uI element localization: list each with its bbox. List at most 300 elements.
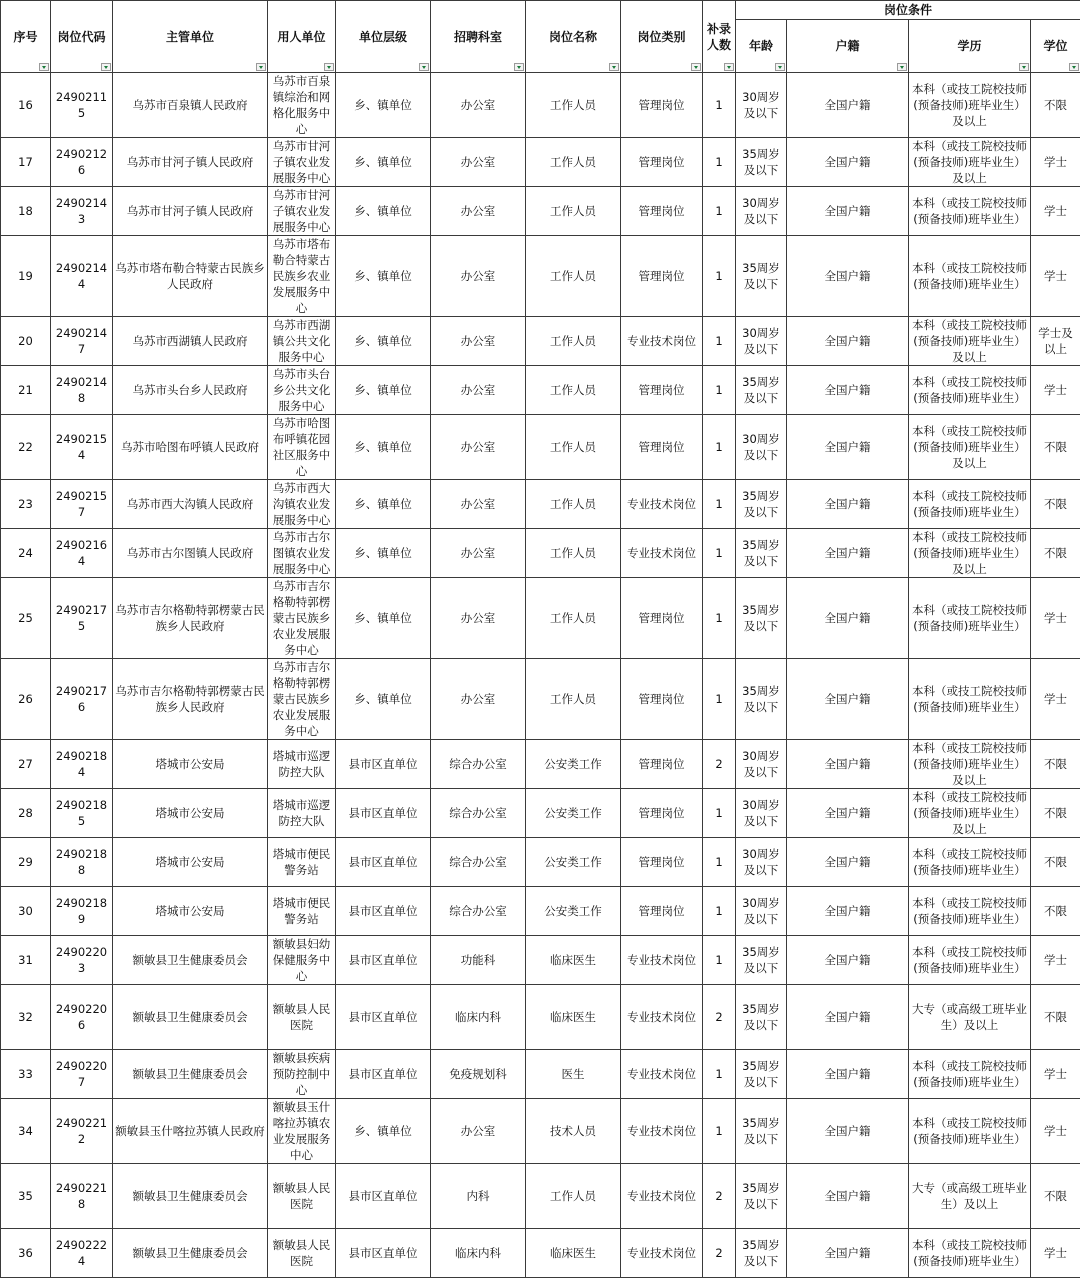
- filter-dropdown-icon[interactable]: [419, 63, 429, 71]
- cell-code[interactable]: 24902188: [51, 838, 113, 887]
- cell-section[interactable]: 功能科: [431, 936, 526, 985]
- cell-count[interactable]: 2: [703, 985, 736, 1050]
- cell-hukou[interactable]: 全国户籍: [787, 415, 909, 480]
- cell-education[interactable]: 本科（或技工院校技师(预备技师)班毕业生）及以上: [909, 529, 1031, 578]
- cell-category[interactable]: 管理岗位: [621, 366, 703, 415]
- cell-hukou[interactable]: 全国户籍: [787, 1050, 909, 1099]
- cell-education[interactable]: 本科（或技工院校技师(预备技师)班毕业生）: [909, 236, 1031, 317]
- cell-post[interactable]: 公安类工作: [526, 838, 621, 887]
- cell-category[interactable]: 专业技术岗位: [621, 1229, 703, 1278]
- table-row: [1, 415, 1080, 480]
- cell-level[interactable]: 县市区直单位: [336, 1164, 431, 1229]
- cell-code[interactable]: 24902189: [51, 887, 113, 936]
- cell-post[interactable]: 工作人员: [526, 317, 621, 366]
- cell-age[interactable]: 30周岁及以下: [736, 317, 787, 366]
- cell-seq[interactable]: 30: [1, 887, 51, 936]
- cell-code[interactable]: 24902148: [51, 366, 113, 415]
- cell-seq[interactable]: 21: [1, 366, 51, 415]
- cell-education[interactable]: 本科（或技工院校技师(预备技师)班毕业生）及以上: [909, 789, 1031, 838]
- cell-level[interactable]: 乡、镇单位: [336, 1099, 431, 1164]
- cell-seq[interactable]: 26: [1, 659, 51, 740]
- table-row: [1, 187, 1080, 236]
- cell-employer[interactable]: 额敏县玉什喀拉苏镇农业发展服务中心: [268, 1099, 336, 1164]
- cell-level[interactable]: 乡、镇单位: [336, 236, 431, 317]
- cell-dept[interactable]: 乌苏市头台乡人民政府: [113, 366, 268, 415]
- cell-hukou[interactable]: 全国户籍: [787, 1099, 909, 1164]
- cell-employer[interactable]: 额敏县人民医院: [268, 985, 336, 1050]
- cell-code[interactable]: 24902157: [51, 480, 113, 529]
- cell-employer[interactable]: 乌苏市哈图布呼镇花园社区服务中心: [268, 415, 336, 480]
- cell-hukou[interactable]: 全国户籍: [787, 317, 909, 366]
- filter-dropdown-icon[interactable]: [609, 63, 619, 71]
- cell-degree[interactable]: 不限: [1031, 480, 1080, 529]
- cell-age[interactable]: 35周岁及以下: [736, 236, 787, 317]
- cell-dept[interactable]: 乌苏市吉尔格勒特郭楞蒙古民族乡人民政府: [113, 578, 268, 659]
- cell-hukou[interactable]: 全国户籍: [787, 659, 909, 740]
- cell-section[interactable]: 办公室: [431, 366, 526, 415]
- cell-dept[interactable]: 乌苏市甘河子镇人民政府: [113, 187, 268, 236]
- cell-category[interactable]: 专业技术岗位: [621, 1099, 703, 1164]
- cell-education[interactable]: 本科（或技工院校技师(预备技师)班毕业生）及以上: [909, 740, 1031, 789]
- cell-section[interactable]: 办公室: [431, 236, 526, 317]
- cell-degree[interactable]: 学士: [1031, 138, 1080, 187]
- table-row: [1, 73, 1080, 138]
- cell-seq[interactable]: 19: [1, 236, 51, 317]
- cell-age[interactable]: 35周岁及以下: [736, 936, 787, 985]
- cell-seq[interactable]: 27: [1, 740, 51, 789]
- cell-level[interactable]: 乡、镇单位: [336, 578, 431, 659]
- table-row: [1, 838, 1080, 887]
- cell-degree[interactable]: 学士: [1031, 1050, 1080, 1099]
- cell-degree[interactable]: 不限: [1031, 887, 1080, 936]
- cell-age[interactable]: 30周岁及以下: [736, 187, 787, 236]
- cell-degree[interactable]: 不限: [1031, 740, 1080, 789]
- cell-hukou[interactable]: 全国户籍: [787, 480, 909, 529]
- cell-age[interactable]: 30周岁及以下: [736, 415, 787, 480]
- cell-employer[interactable]: 乌苏市古尔图镇农业发展服务中心: [268, 529, 336, 578]
- cell-education[interactable]: 大专（或高级工班毕业生）及以上: [909, 985, 1031, 1050]
- cell-dept[interactable]: 乌苏市塔布勒合特蒙古民族乡人民政府: [113, 236, 268, 317]
- cell-dept[interactable]: 额敏县玉什喀拉苏镇人民政府: [113, 1099, 268, 1164]
- cell-employer[interactable]: 额敏县疾病预防控制中心: [268, 1050, 336, 1099]
- filter-dropdown-icon[interactable]: [724, 63, 734, 71]
- header-conditions-group: 岗位条件: [736, 1, 1080, 20]
- cell-count[interactable]: 1: [703, 415, 736, 480]
- cell-section[interactable]: 办公室: [431, 578, 526, 659]
- cell-degree[interactable]: 不限: [1031, 985, 1080, 1050]
- cell-dept[interactable]: 塔城市公安局: [113, 838, 268, 887]
- cell-age[interactable]: 35周岁及以下: [736, 985, 787, 1050]
- filter-dropdown-icon[interactable]: [775, 63, 785, 71]
- cell-dept[interactable]: 额敏县卫生健康委员会: [113, 1164, 268, 1229]
- filter-dropdown-icon[interactable]: [897, 63, 907, 71]
- cell-education[interactable]: 大专（或高级工班毕业生）及以上: [909, 1164, 1031, 1229]
- cell-degree[interactable]: 学士: [1031, 1099, 1080, 1164]
- cell-dept[interactable]: 乌苏市西大沟镇人民政府: [113, 480, 268, 529]
- cell-section[interactable]: 综合办公室: [431, 887, 526, 936]
- cell-hukou[interactable]: 全国户籍: [787, 138, 909, 187]
- cell-seq[interactable]: 31: [1, 936, 51, 985]
- cell-seq[interactable]: 34: [1, 1099, 51, 1164]
- cell-category[interactable]: 专业技术岗位: [621, 529, 703, 578]
- cell-seq[interactable]: 16: [1, 73, 51, 138]
- cell-age[interactable]: 30周岁及以下: [736, 740, 787, 789]
- cell-count[interactable]: 1: [703, 480, 736, 529]
- cell-level[interactable]: 乡、镇单位: [336, 659, 431, 740]
- cell-category[interactable]: 专业技术岗位: [621, 936, 703, 985]
- cell-age[interactable]: 30周岁及以下: [736, 73, 787, 138]
- cell-post[interactable]: 技术人员: [526, 1099, 621, 1164]
- cell-section[interactable]: 办公室: [431, 187, 526, 236]
- table-row: [1, 659, 1080, 740]
- cell-post[interactable]: 工作人员: [526, 366, 621, 415]
- cell-dept[interactable]: 额敏县卫生健康委员会: [113, 985, 268, 1050]
- cell-level[interactable]: 乡、镇单位: [336, 138, 431, 187]
- cell-post[interactable]: 公安类工作: [526, 740, 621, 789]
- cell-degree[interactable]: 不限: [1031, 73, 1080, 138]
- cell-post[interactable]: 工作人员: [526, 578, 621, 659]
- cell-code[interactable]: 24902185: [51, 789, 113, 838]
- cell-code[interactable]: 24902203: [51, 936, 113, 985]
- cell-education[interactable]: 本科（或技工院校技师(预备技师)班毕业生）及以上: [909, 317, 1031, 366]
- filter-dropdown-icon[interactable]: [1019, 63, 1029, 71]
- cell-degree[interactable]: 学士: [1031, 578, 1080, 659]
- cell-employer[interactable]: 额敏县人民医院: [268, 1229, 336, 1278]
- cell-code[interactable]: 24902212: [51, 1099, 113, 1164]
- cell-category[interactable]: 管理岗位: [621, 73, 703, 138]
- cell-hukou[interactable]: 全国户籍: [787, 1229, 909, 1278]
- cell-education[interactable]: 本科（或技工院校技师(预备技师)班毕业生）: [909, 187, 1031, 236]
- cell-category[interactable]: 管理岗位: [621, 740, 703, 789]
- cell-age[interactable]: 35周岁及以下: [736, 578, 787, 659]
- cell-degree[interactable]: 不限: [1031, 838, 1080, 887]
- cell-code[interactable]: 24902218: [51, 1164, 113, 1229]
- cell-level[interactable]: 乡、镇单位: [336, 480, 431, 529]
- table-row: [1, 1164, 1080, 1229]
- cell-code[interactable]: 24902115: [51, 73, 113, 138]
- cell-degree[interactable]: 学士: [1031, 936, 1080, 985]
- cell-level[interactable]: 县市区直单位: [336, 985, 431, 1050]
- cell-level[interactable]: 县市区直单位: [336, 1050, 431, 1099]
- cell-count[interactable]: 1: [703, 936, 736, 985]
- cell-count[interactable]: 1: [703, 529, 736, 578]
- cell-post[interactable]: 工作人员: [526, 138, 621, 187]
- cell-post[interactable]: 工作人员: [526, 1164, 621, 1229]
- cell-hukou[interactable]: 全国户籍: [787, 936, 909, 985]
- cell-hukou[interactable]: 全国户籍: [787, 578, 909, 659]
- cell-hukou[interactable]: 全国户籍: [787, 236, 909, 317]
- cell-hukou[interactable]: 全国户籍: [787, 985, 909, 1050]
- cell-section[interactable]: 办公室: [431, 529, 526, 578]
- cell-dept[interactable]: 乌苏市甘河子镇人民政府: [113, 138, 268, 187]
- cell-age[interactable]: 35周岁及以下: [736, 1229, 787, 1278]
- cell-age[interactable]: 35周岁及以下: [736, 480, 787, 529]
- cell-age[interactable]: 30周岁及以下: [736, 887, 787, 936]
- cell-post[interactable]: 临床医生: [526, 936, 621, 985]
- cell-count[interactable]: 1: [703, 73, 736, 138]
- cell-section[interactable]: 办公室: [431, 138, 526, 187]
- cell-category[interactable]: 管理岗位: [621, 659, 703, 740]
- cell-level[interactable]: 乡、镇单位: [336, 366, 431, 415]
- cell-employer[interactable]: 乌苏市西湖镇公共文化服务中心: [268, 317, 336, 366]
- cell-employer[interactable]: 额敏县人民医院: [268, 1164, 336, 1229]
- cell-post[interactable]: 公安类工作: [526, 789, 621, 838]
- cell-education[interactable]: 本科（或技工院校技师(预备技师)班毕业生）: [909, 1099, 1031, 1164]
- cell-education[interactable]: 本科（或技工院校技师(预备技师)班毕业生）及以上: [909, 415, 1031, 480]
- cell-hukou[interactable]: 全国户籍: [787, 187, 909, 236]
- cell-seq[interactable]: 33: [1, 1050, 51, 1099]
- cell-code[interactable]: 24902207: [51, 1050, 113, 1099]
- cell-dept[interactable]: 额敏县卫生健康委员会: [113, 1050, 268, 1099]
- cell-count[interactable]: 1: [703, 317, 736, 366]
- cell-employer[interactable]: 塔城市巡逻防控大队: [268, 740, 336, 789]
- cell-degree[interactable]: 不限: [1031, 415, 1080, 480]
- cell-count[interactable]: 1: [703, 887, 736, 936]
- cell-age[interactable]: 35周岁及以下: [736, 659, 787, 740]
- cell-level[interactable]: 县市区直单位: [336, 936, 431, 985]
- cell-post[interactable]: 临床医生: [526, 1229, 621, 1278]
- cell-section[interactable]: 办公室: [431, 73, 526, 138]
- cell-seq[interactable]: 17: [1, 138, 51, 187]
- cell-code[interactable]: 24902224: [51, 1229, 113, 1278]
- cell-employer[interactable]: 塔城市便民警务站: [268, 838, 336, 887]
- filter-dropdown-icon[interactable]: [39, 63, 49, 71]
- cell-hukou[interactable]: 全国户籍: [787, 789, 909, 838]
- cell-section[interactable]: 免疫规划科: [431, 1050, 526, 1099]
- cell-category[interactable]: 管理岗位: [621, 236, 703, 317]
- cell-seq[interactable]: 32: [1, 985, 51, 1050]
- cell-seq[interactable]: 22: [1, 415, 51, 480]
- cell-employer[interactable]: 塔城市便民警务站: [268, 887, 336, 936]
- cell-section[interactable]: 办公室: [431, 317, 526, 366]
- cell-dept[interactable]: 乌苏市古尔图镇人民政府: [113, 529, 268, 578]
- cell-code[interactable]: 24902126: [51, 138, 113, 187]
- cell-category[interactable]: 专业技术岗位: [621, 317, 703, 366]
- cell-education[interactable]: 本科（或技工院校技师(预备技师)班毕业生）: [909, 578, 1031, 659]
- cell-seq[interactable]: 23: [1, 480, 51, 529]
- cell-section[interactable]: 办公室: [431, 659, 526, 740]
- cell-employer[interactable]: 塔城市巡逻防控大队: [268, 789, 336, 838]
- cell-age[interactable]: 30周岁及以下: [736, 789, 787, 838]
- cell-dept[interactable]: 乌苏市西湖镇人民政府: [113, 317, 268, 366]
- cell-section[interactable]: 临床内科: [431, 1229, 526, 1278]
- cell-seq[interactable]: 24: [1, 529, 51, 578]
- cell-hukou[interactable]: 全国户籍: [787, 73, 909, 138]
- cell-code[interactable]: 24902184: [51, 740, 113, 789]
- cell-education[interactable]: 本科（或技工院校技师(预备技师)班毕业生）: [909, 936, 1031, 985]
- cell-education[interactable]: 本科（或技工院校技师(预备技师)班毕业生）: [909, 838, 1031, 887]
- cell-education[interactable]: 本科（或技工院校技师(预备技师)班毕业生）及以上: [909, 73, 1031, 138]
- cell-hukou[interactable]: 全国户籍: [787, 838, 909, 887]
- filter-dropdown-icon[interactable]: [691, 63, 701, 71]
- header-employer: 用人单位: [268, 1, 336, 73]
- cell-level[interactable]: 县市区直单位: [336, 740, 431, 789]
- cell-post[interactable]: 公安类工作: [526, 887, 621, 936]
- cell-category[interactable]: 管理岗位: [621, 789, 703, 838]
- cell-hukou[interactable]: 全国户籍: [787, 740, 909, 789]
- cell-education[interactable]: 本科（或技工院校技师(预备技师)班毕业生）: [909, 1229, 1031, 1278]
- cell-section[interactable]: 内科: [431, 1164, 526, 1229]
- cell-education[interactable]: 本科（或技工院校技师(预备技师)班毕业生）: [909, 480, 1031, 529]
- cell-dept[interactable]: 塔城市公安局: [113, 887, 268, 936]
- cell-employer[interactable]: 乌苏市头台乡公共文化服务中心: [268, 366, 336, 415]
- filter-dropdown-icon[interactable]: [256, 63, 266, 71]
- cell-level[interactable]: 县市区直单位: [336, 887, 431, 936]
- cell-post[interactable]: 工作人员: [526, 659, 621, 740]
- header-level: 单位层级: [336, 1, 431, 73]
- cell-category[interactable]: 管理岗位: [621, 838, 703, 887]
- cell-code[interactable]: 24902176: [51, 659, 113, 740]
- cell-education[interactable]: 本科（或技工院校技师(预备技师)班毕业生）: [909, 659, 1031, 740]
- cell-seq[interactable]: 29: [1, 838, 51, 887]
- cell-level[interactable]: 县市区直单位: [336, 1229, 431, 1278]
- cell-count[interactable]: 2: [703, 1229, 736, 1278]
- cell-employer[interactable]: 乌苏市甘河子镇农业发展服务中心: [268, 187, 336, 236]
- cell-employer[interactable]: 乌苏市吉尔格勒特郭楞蒙古民族乡农业发展服务中心: [268, 659, 336, 740]
- cell-count[interactable]: 2: [703, 740, 736, 789]
- cell-age[interactable]: 35周岁及以下: [736, 1164, 787, 1229]
- cell-age[interactable]: 30周岁及以下: [736, 838, 787, 887]
- cell-dept[interactable]: 塔城市公安局: [113, 740, 268, 789]
- cell-employer[interactable]: 乌苏市甘河子镇农业发展服务中心: [268, 138, 336, 187]
- cell-section[interactable]: 临床内科: [431, 985, 526, 1050]
- cell-category[interactable]: 专业技术岗位: [621, 480, 703, 529]
- cell-category[interactable]: 管理岗位: [621, 415, 703, 480]
- cell-post[interactable]: 工作人员: [526, 236, 621, 317]
- cell-count[interactable]: 1: [703, 1050, 736, 1099]
- cell-degree[interactable]: 学士: [1031, 236, 1080, 317]
- cell-age[interactable]: 35周岁及以下: [736, 138, 787, 187]
- cell-degree[interactable]: 不限: [1031, 789, 1080, 838]
- table-row: [1, 936, 1080, 985]
- cell-count[interactable]: 2: [703, 1164, 736, 1229]
- cell-dept[interactable]: 额敏县卫生健康委员会: [113, 936, 268, 985]
- cell-dept[interactable]: 乌苏市哈图布呼镇人民政府: [113, 415, 268, 480]
- cell-level[interactable]: 乡、镇单位: [336, 187, 431, 236]
- filter-dropdown-icon[interactable]: [101, 63, 111, 71]
- cell-dept[interactable]: 乌苏市吉尔格勒特郭楞蒙古民族乡人民政府: [113, 659, 268, 740]
- table-row: [1, 480, 1080, 529]
- cell-post[interactable]: 工作人员: [526, 415, 621, 480]
- cell-seq[interactable]: 25: [1, 578, 51, 659]
- cell-code[interactable]: 24902175: [51, 578, 113, 659]
- cell-degree[interactable]: 不限: [1031, 529, 1080, 578]
- cell-degree[interactable]: 学士: [1031, 1229, 1080, 1278]
- cell-section[interactable]: 综合办公室: [431, 838, 526, 887]
- cell-age[interactable]: 35周岁及以下: [736, 1099, 787, 1164]
- cell-code[interactable]: 24902144: [51, 236, 113, 317]
- cell-code[interactable]: 24902154: [51, 415, 113, 480]
- cell-post[interactable]: 工作人员: [526, 73, 621, 138]
- cell-employer[interactable]: 乌苏市西大沟镇农业发展服务中心: [268, 480, 336, 529]
- cell-count[interactable]: 1: [703, 366, 736, 415]
- cell-seq[interactable]: 18: [1, 187, 51, 236]
- cell-hukou[interactable]: 全国户籍: [787, 529, 909, 578]
- cell-employer[interactable]: 额敏县妇幼保健服务中心: [268, 936, 336, 985]
- cell-code[interactable]: 24902206: [51, 985, 113, 1050]
- filter-dropdown-icon[interactable]: [324, 63, 334, 71]
- cell-dept[interactable]: 塔城市公安局: [113, 789, 268, 838]
- cell-section[interactable]: 综合办公室: [431, 740, 526, 789]
- cell-post[interactable]: 工作人员: [526, 187, 621, 236]
- cell-count[interactable]: 1: [703, 789, 736, 838]
- cell-section[interactable]: 办公室: [431, 415, 526, 480]
- cell-hukou[interactable]: 全国户籍: [787, 887, 909, 936]
- cell-employer[interactable]: 乌苏市塔布勒合特蒙古民族乡农业发展服务中心: [268, 236, 336, 317]
- cell-section[interactable]: 办公室: [431, 480, 526, 529]
- header-category: 岗位类别: [621, 1, 703, 73]
- cell-hukou[interactable]: 全国户籍: [787, 366, 909, 415]
- cell-seq[interactable]: 28: [1, 789, 51, 838]
- cell-count[interactable]: 1: [703, 838, 736, 887]
- cell-count[interactable]: 1: [703, 659, 736, 740]
- cell-count[interactable]: 1: [703, 187, 736, 236]
- cell-category[interactable]: 管理岗位: [621, 578, 703, 659]
- cell-degree[interactable]: 学士及以上: [1031, 317, 1080, 366]
- cell-category[interactable]: 管理岗位: [621, 887, 703, 936]
- cell-section[interactable]: 办公室: [431, 1099, 526, 1164]
- cell-degree[interactable]: 学士: [1031, 187, 1080, 236]
- cell-level[interactable]: 乡、镇单位: [336, 317, 431, 366]
- cell-post[interactable]: 医生: [526, 1050, 621, 1099]
- cell-count[interactable]: 1: [703, 138, 736, 187]
- cell-dept[interactable]: 乌苏市百泉镇人民政府: [113, 73, 268, 138]
- filter-dropdown-icon[interactable]: [514, 63, 524, 71]
- cell-level[interactable]: 县市区直单位: [336, 838, 431, 887]
- cell-degree[interactable]: 学士: [1031, 366, 1080, 415]
- cell-degree[interactable]: 不限: [1031, 1164, 1080, 1229]
- cell-category[interactable]: 管理岗位: [621, 187, 703, 236]
- cell-count[interactable]: 1: [703, 578, 736, 659]
- cell-education[interactable]: 本科（或技工院校技师(预备技师)班毕业生）: [909, 1050, 1031, 1099]
- cell-category[interactable]: 专业技术岗位: [621, 985, 703, 1050]
- cell-age[interactable]: 35周岁及以下: [736, 529, 787, 578]
- table-row: [1, 366, 1080, 415]
- cell-degree[interactable]: 学士: [1031, 659, 1080, 740]
- cell-category[interactable]: 专业技术岗位: [621, 1050, 703, 1099]
- cell-level[interactable]: 乡、镇单位: [336, 73, 431, 138]
- cell-seq[interactable]: 35: [1, 1164, 51, 1229]
- cell-education[interactable]: 本科（或技工院校技师(预备技师)班毕业生）及以上: [909, 138, 1031, 187]
- cell-code[interactable]: 24902143: [51, 187, 113, 236]
- cell-post[interactable]: 工作人员: [526, 480, 621, 529]
- cell-count[interactable]: 1: [703, 1099, 736, 1164]
- cell-hukou[interactable]: 全国户籍: [787, 1164, 909, 1229]
- cell-count[interactable]: 1: [703, 236, 736, 317]
- cell-code[interactable]: 24902164: [51, 529, 113, 578]
- cell-education[interactable]: 本科（或技工院校技师(预备技师)班毕业生）: [909, 366, 1031, 415]
- cell-age[interactable]: 35周岁及以下: [736, 366, 787, 415]
- cell-code[interactable]: 24902147: [51, 317, 113, 366]
- cell-level[interactable]: 县市区直单位: [336, 789, 431, 838]
- cell-seq[interactable]: 36: [1, 1229, 51, 1278]
- cell-category[interactable]: 管理岗位: [621, 138, 703, 187]
- cell-category[interactable]: 专业技术岗位: [621, 1164, 703, 1229]
- cell-post[interactable]: 临床医生: [526, 985, 621, 1050]
- filter-dropdown-icon[interactable]: [1069, 63, 1079, 71]
- cell-dept[interactable]: 额敏县卫生健康委员会: [113, 1229, 268, 1278]
- cell-section[interactable]: 综合办公室: [431, 789, 526, 838]
- cell-age[interactable]: 35周岁及以下: [736, 1050, 787, 1099]
- cell-post[interactable]: 工作人员: [526, 529, 621, 578]
- cell-employer[interactable]: 乌苏市百泉镇综治和网格化服务中心: [268, 73, 336, 138]
- cell-seq[interactable]: 20: [1, 317, 51, 366]
- cell-education[interactable]: 本科（或技工院校技师(预备技师)班毕业生）: [909, 887, 1031, 936]
- cell-employer[interactable]: 乌苏市吉尔格勒特郭楞蒙古民族乡农业发展服务中心: [268, 578, 336, 659]
- cell-level[interactable]: 乡、镇单位: [336, 529, 431, 578]
- cell-level[interactable]: 乡、镇单位: [336, 415, 431, 480]
- table-row: [1, 1099, 1080, 1164]
